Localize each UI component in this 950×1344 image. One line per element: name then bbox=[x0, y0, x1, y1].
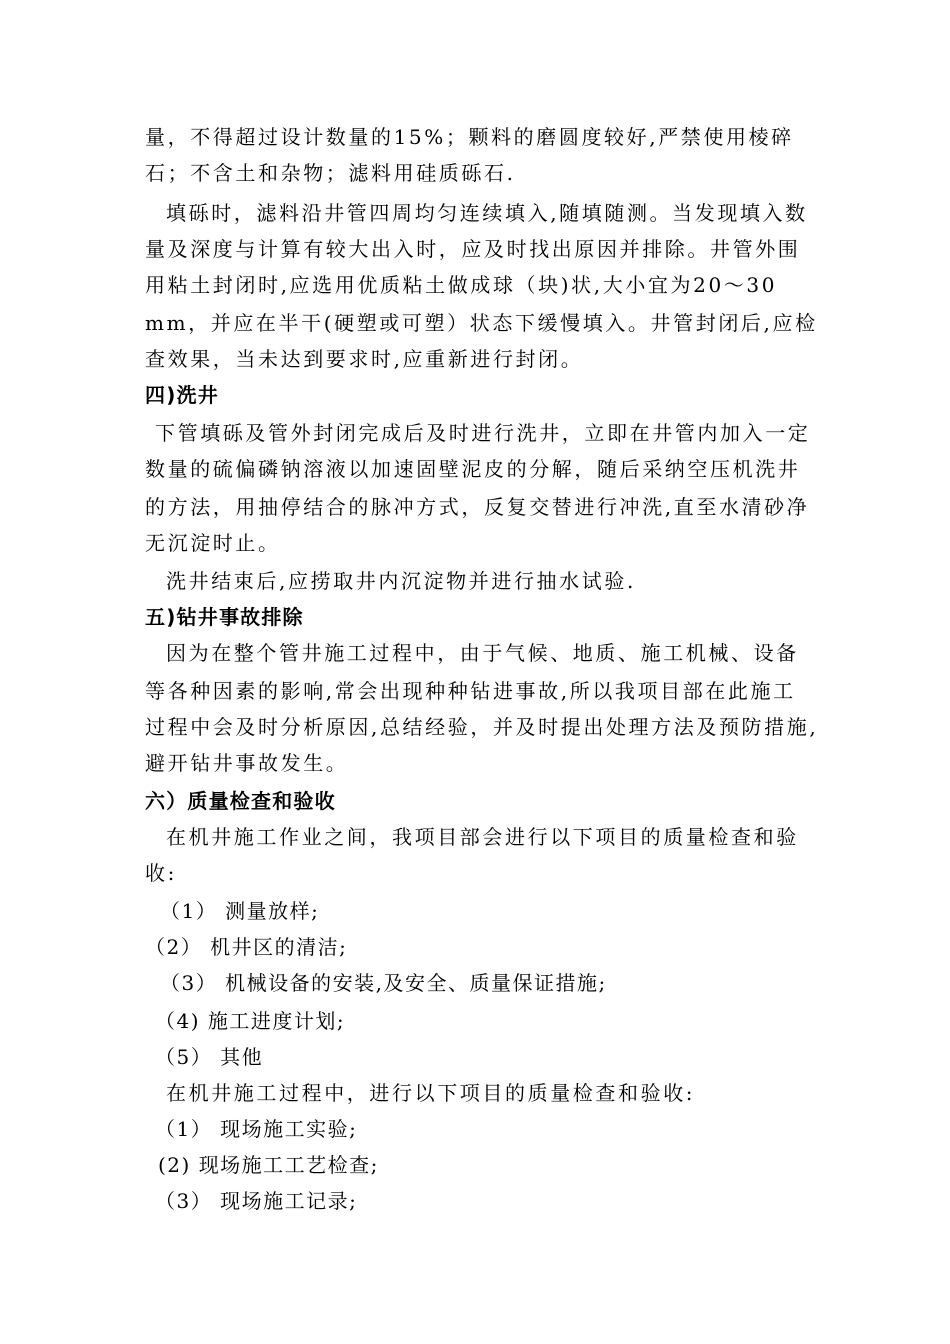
paragraph-line-9: 下管填砾及管外封闭完成后及时进行洗井，立即在井管内加入一定 bbox=[155, 421, 811, 445]
paragraph-line-1: 量，不得超过设计数量的15%；颗料的磨圆度较好,严禁使用棱碎 bbox=[145, 125, 794, 149]
paragraph-line-15: 因为在整个管井施工过程中，由于气候、地质、施工机械、设备 bbox=[166, 641, 799, 665]
paragraph-line-27: 在机井施工过程中，进行以下项目的质量检查和验收: bbox=[166, 1081, 696, 1105]
paragraph-line-4: 量及深度与计算有较大出入时，应及时找出原因并排除。井管外围 bbox=[145, 237, 801, 261]
list-item: （1） 现场施工实验; bbox=[155, 1117, 358, 1141]
paragraph-line-6: mm，并应在半干(硬塑或可塑）状态下缓慢填入。井管封闭后,应检 bbox=[145, 311, 818, 335]
paragraph-line-20: 在机井施工作业之间，我项目部会进行以下项目的质量检查和验 bbox=[166, 825, 799, 849]
paragraph-line-5: 用粘土封闭时,应选用优质粘土做成球（块)状,大小宜为20～30 bbox=[145, 273, 778, 297]
paragraph-line-18: 避开钻井事故发生。 bbox=[145, 751, 349, 775]
paragraph-line-2: 石；不含土和杂物；滤料用硅质砾石. bbox=[145, 161, 516, 185]
section-heading-wash-well: 四)洗井 bbox=[145, 383, 219, 407]
paragraph-line-11: 的方法，用抽停结合的脉冲方式，反复交替进行冲洗,直至水清砂净 bbox=[145, 495, 810, 519]
paragraph-line-21: 收: bbox=[145, 861, 177, 885]
list-item: （2） 机井区的清洁; bbox=[145, 935, 348, 959]
paragraph-line-12: 无沉淀时止。 bbox=[145, 531, 281, 555]
list-item: （3） 机械设备的安装,及安全、质量保证措施; bbox=[160, 971, 607, 995]
section-heading-drilling-accident: 五)钻井事故排除 bbox=[145, 605, 304, 629]
list-item: （1） 测量放样; bbox=[160, 899, 320, 923]
paragraph-line-7: 查效果，当未达到要求时,应重新进行封闭。 bbox=[145, 347, 584, 371]
paragraph-line-3: 填砾时，滤料沿井管四周均匀连续填入,随填随测。当发现填入数 bbox=[166, 201, 808, 225]
list-item: （5） 其他 bbox=[155, 1045, 264, 1069]
paragraph-line-17: 过程中会及时分析原因,总结经验，并及时提出处理方法及预防措施, bbox=[145, 715, 819, 739]
paragraph-line-10: 数量的硫偏磷钠溶液以加速固壁泥皮的分解，随后采纳空压机洗井 bbox=[145, 457, 801, 481]
list-item: （3） 现场施工记录; bbox=[155, 1189, 358, 1213]
paragraph-line-16: 等各种因素的影响,常会出现种种钻进事故,所以我项目部在此施工 bbox=[145, 679, 796, 703]
paragraph-line-13: 洗井结束后,应捞取井内沉淀物并进行抽水试验. bbox=[166, 569, 636, 593]
list-item: (2) 现场施工工艺检查; bbox=[158, 1153, 379, 1177]
section-heading-quality-inspection: 六）质量检查和验收 bbox=[145, 789, 336, 813]
list-item: （4) 施工进度计划; bbox=[155, 1009, 346, 1033]
